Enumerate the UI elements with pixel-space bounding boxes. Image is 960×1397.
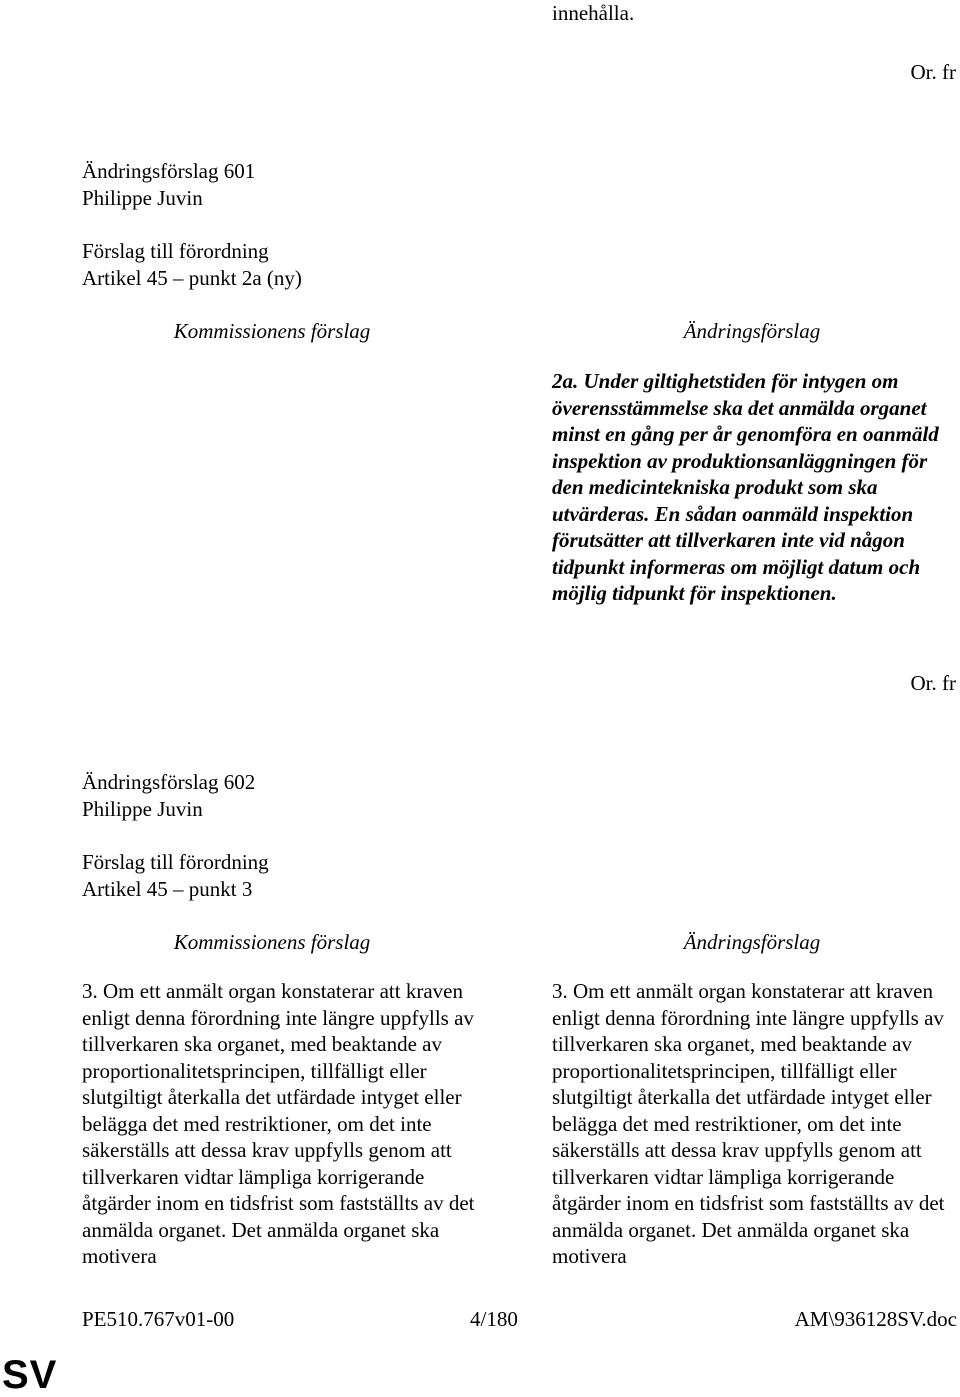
amendment-title: Ändringsförslag — [82, 159, 219, 183]
commission-paragraph: 3. Om ett anmält organ konstaterar att kraven enligt denna förordning inte längre uppfylls av tillverkaren ska organet, med beaktande av proportionalitetsprincipen, tillfälligt eller slutgiltigt återkalla det utfärdade intyget eller belägga det med restriktioner, om det inte säkerställs att dessa krav uppfylls genom att tillverkaren vidtar lämpliga korrigerande åtgärder inom en tidsfrist som fastställts av det anmälda organet. Det anmälda organet ska motivera — [82, 979, 475, 1268]
amendment-heading — [82, 158, 255, 185]
amendment-number: 601 — [223, 159, 256, 183]
amendment-title: Ändringsförslag — [82, 770, 219, 794]
language-code-label: SV — [2, 1353, 58, 1397]
footer-file-name: AM\936128SV.doc — [794, 1307, 957, 1331]
amendment-paragraph: 2a. Under giltighetstiden för intygen om överensstämmelse ska det anmälda organet minst en gång per år genomföra en oanmäld inspektion av produktionsanläggningen för den medicintekniska produkt som ska utvärderas. En sådan oanmäld inspektion förutsätter att tillverkaren inte vid någon tidpunkt informeras om möjligt datum och möjlig tidpunkt för inspektionen. — [552, 369, 939, 605]
column-header-commission: Kommissionens förslag — [173, 930, 371, 954]
commission-text-left — [82, 978, 484, 1270]
footer-page-number: 4/180 — [470, 1307, 518, 1331]
amendment-text-right — [552, 978, 954, 1270]
origin-language-label: Or. fr — [910, 60, 956, 84]
column-header-amendment: Ändringsförslag — [683, 319, 821, 343]
article-reference: Artikel 45 – punkt 2a (ny) — [82, 266, 302, 290]
amendment-paragraph: 3. Om ett anmält organ konstaterar att kraven enligt denna förordning inte längre uppfylls av tillverkaren ska organet, med beaktande av proportionalitetsprincipen, tillfälligt eller slutgiltigt återkalla det utfärdade intyget eller belägga det med restriktioner, om det inte säkerställs att dessa krav uppfylls genom att tillverkaren vidtar lämpliga korrigerande åtgärder inom en tidsfrist som fastställts av det anmälda organet. Det anmälda organet ska motivera — [552, 979, 945, 1268]
article-reference: Artikel 45 – punkt 3 — [82, 877, 253, 901]
proposal-title: Förslag till förordning — [82, 239, 269, 263]
continued-text-fragment: innehålla. — [552, 1, 635, 25]
column-header-commission: Kommissionens förslag — [173, 319, 371, 343]
amendment-author: Philippe Juvin — [82, 186, 203, 210]
amendment-text-right — [552, 368, 954, 607]
origin-language-label: Or. fr — [910, 671, 956, 695]
column-header-amendment: Ändringsförslag — [683, 930, 821, 954]
proposal-title: Förslag till förordning — [82, 850, 269, 874]
amendment-author: Philippe Juvin — [82, 797, 203, 821]
amendment-number: 602 — [223, 770, 256, 794]
amendment-heading — [82, 769, 255, 796]
footer-doc-reference: PE510.767v01-00 — [82, 1307, 235, 1331]
